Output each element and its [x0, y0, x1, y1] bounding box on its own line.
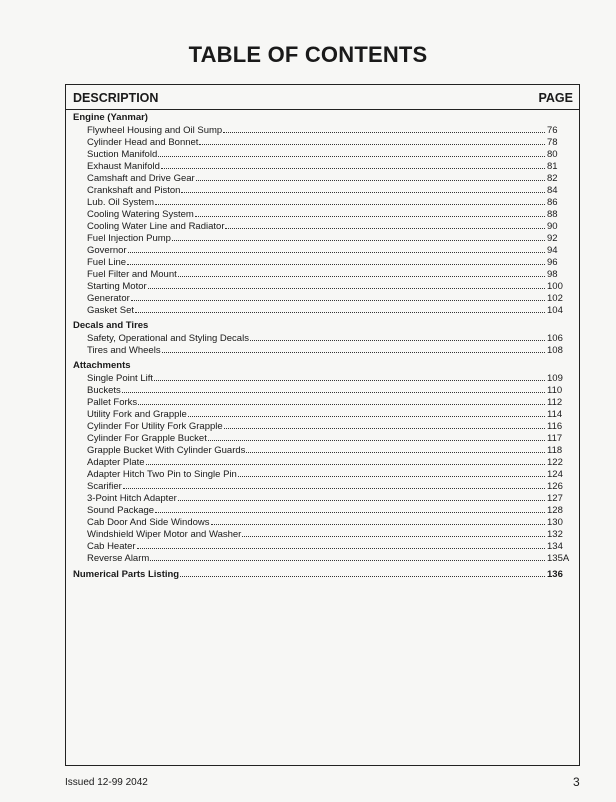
entry-page: 114	[547, 409, 563, 420]
toc-entry[interactable]	[73, 196, 573, 208]
toc-entry[interactable]	[73, 268, 573, 280]
entry-label: Generator	[87, 293, 130, 304]
toc-entry[interactable]	[73, 292, 573, 304]
toc-entry[interactable]	[73, 408, 573, 420]
toc-entry[interactable]	[73, 256, 573, 268]
section-title-decals-and-tires: Decals and Tires	[73, 320, 149, 331]
toc-entry[interactable]	[73, 456, 573, 468]
entry-page: 82	[547, 173, 558, 184]
entry-page: 117	[547, 433, 563, 444]
toc-entry[interactable]	[73, 444, 573, 456]
entry-label: Gasket Set	[87, 305, 134, 316]
dot-leader	[155, 504, 545, 513]
dot-leader	[223, 124, 545, 133]
dot-leader	[150, 552, 545, 561]
entry-page: 88	[547, 209, 558, 220]
entry-page: 92	[547, 233, 558, 244]
entry-label: Flywheel Housing and Oil Sump	[87, 125, 223, 136]
dot-leader	[250, 332, 545, 341]
entry-page: 84	[547, 185, 558, 196]
entry-label: Starting Motor	[87, 281, 147, 292]
dot-leader	[181, 184, 545, 193]
toc-entry[interactable]	[73, 540, 573, 552]
dot-leader	[208, 432, 545, 441]
entry-label: Cooling Water Line and Radiator	[87, 221, 225, 232]
entry-label: Adapter Hitch Two Pin to Single Pin	[87, 469, 237, 480]
entry-label: Sound Package	[87, 505, 155, 516]
dot-leader	[178, 492, 545, 501]
dot-leader	[199, 136, 545, 145]
dot-leader	[127, 256, 545, 265]
dot-leader	[154, 372, 545, 381]
page-title: TABLE OF CONTENTS	[188, 42, 428, 67]
entry-label: 3-Point Hitch Adapter	[87, 493, 177, 504]
entry-label: Suction Manifold	[87, 149, 158, 160]
entry-page: 135A	[547, 553, 570, 564]
toc-entry[interactable]	[73, 396, 573, 408]
entry-label: Cooling Watering System	[87, 209, 194, 220]
toc-entry[interactable]	[73, 172, 573, 184]
toc-entry[interactable]	[73, 468, 573, 480]
dot-leader	[225, 220, 545, 229]
toc-entry[interactable]	[73, 220, 573, 232]
entry-page: 108	[547, 345, 563, 356]
entry-page: 127	[547, 493, 563, 504]
entry-page: 134	[547, 541, 563, 552]
entry-label: Cylinder For Grapple Bucket	[87, 433, 207, 444]
entry-label: Utility Fork and Grapple	[87, 409, 187, 420]
entry-page: 126	[547, 481, 563, 492]
page-heading: PAGE	[538, 91, 573, 105]
entry-page: 109	[547, 373, 563, 384]
toc-entry[interactable]	[73, 420, 573, 432]
entry-label: Grapple Bucket With Cylinder Guards	[87, 445, 246, 456]
dot-leader	[162, 344, 545, 353]
dot-leader	[178, 268, 545, 277]
toc-entry[interactable]	[73, 208, 573, 220]
entry-page: 76	[547, 125, 558, 136]
toc-entry[interactable]	[73, 384, 573, 396]
toc-entry-numerical-parts-listing[interactable]	[73, 568, 573, 580]
toc-entry[interactable]	[73, 148, 573, 160]
entry-label: Pallet Forks	[87, 397, 138, 408]
toc-entry[interactable]	[73, 492, 573, 504]
entry-label: Fuel Line	[87, 257, 127, 268]
toc-entry[interactable]	[73, 232, 573, 244]
toc-entry[interactable]	[73, 280, 573, 292]
entry-page: 90	[547, 221, 558, 232]
entry-page: 94	[547, 245, 558, 256]
toc-entry[interactable]	[73, 160, 573, 172]
toc-entry[interactable]	[73, 332, 573, 344]
entry-label: Reverse Alarm	[87, 553, 150, 564]
toc-header	[73, 91, 573, 109]
entry-label: Tires and Wheels	[87, 345, 161, 356]
entry-page: 122	[547, 457, 563, 468]
entry-label: Lub. Oil System	[87, 197, 155, 208]
entry-label: Fuel Filter and Mount	[87, 269, 177, 280]
dot-leader	[148, 280, 545, 289]
entry-label: Fuel Injection Pump	[87, 233, 171, 244]
dot-leader	[138, 396, 545, 405]
entry-page: 80	[547, 149, 558, 160]
entry-page: 128	[547, 505, 563, 516]
entry-page: 130	[547, 517, 563, 528]
dot-leader	[123, 480, 545, 489]
section-title-attachments: Attachments	[73, 360, 131, 371]
issued-note: Issued 12-99 2042	[65, 777, 148, 788]
dot-leader	[195, 208, 545, 217]
dot-leader	[238, 468, 545, 477]
toc-entry[interactable]	[73, 244, 573, 256]
entry-label: Crankshaft and Piston	[87, 185, 181, 196]
toc-entry[interactable]	[73, 344, 573, 356]
entry-page: 136	[547, 569, 563, 580]
entry-label: Cab Door And Side Windows	[87, 517, 210, 528]
dot-leader	[242, 528, 545, 537]
dot-leader	[196, 172, 545, 181]
entry-label: Camshaft and Drive Gear	[87, 173, 195, 184]
dot-leader	[155, 196, 545, 205]
entry-label: Windshield Wiper Motor and Washer	[87, 529, 242, 540]
entry-label: Numerical Parts Listing	[73, 569, 180, 580]
dot-leader	[172, 232, 545, 241]
page-number: 3	[573, 775, 580, 789]
entry-label: Buckets	[87, 385, 121, 396]
toc-entry[interactable]	[73, 432, 573, 444]
entry-page: 98	[547, 269, 558, 280]
dot-leader	[137, 540, 545, 549]
entry-label: Cab Heater	[87, 541, 136, 552]
toc-entry[interactable]	[73, 528, 573, 540]
toc-entry[interactable]	[73, 504, 573, 516]
dot-leader	[158, 148, 545, 157]
dot-leader	[161, 160, 545, 169]
entry-label: Cylinder Head and Bonnet	[87, 137, 199, 148]
toc-entry[interactable]	[73, 516, 573, 528]
header-divider	[66, 109, 579, 110]
entry-page: 102	[547, 293, 563, 304]
entry-page: 110	[547, 385, 563, 396]
entry-page: 96	[547, 257, 558, 268]
entry-page: 86	[547, 197, 558, 208]
dot-leader	[246, 444, 545, 453]
dot-leader	[180, 568, 545, 577]
toc-entry[interactable]	[73, 124, 573, 136]
entry-page: 132	[547, 529, 563, 540]
entry-label: Exhaust Manifold	[87, 161, 160, 172]
entry-page: 116	[547, 421, 563, 432]
dot-leader	[128, 244, 545, 253]
section-title-engine: Engine (Yanmar)	[73, 112, 148, 123]
entry-page: 78	[547, 137, 558, 148]
entry-page: 104	[547, 305, 563, 316]
toc-entry[interactable]	[73, 552, 573, 564]
entry-page: 124	[547, 469, 563, 480]
entry-label: Adapter Plate	[87, 457, 145, 468]
entry-page: 100	[547, 281, 563, 292]
dot-leader	[146, 456, 545, 465]
entry-label: Governor	[87, 245, 127, 256]
entry-page: 81	[547, 161, 558, 172]
toc-entry[interactable]	[73, 136, 573, 148]
entry-label: Cylinder For Utility Fork Grapple	[87, 421, 223, 432]
toc-entry[interactable]	[73, 480, 573, 492]
dot-leader	[135, 304, 545, 313]
toc-box	[65, 84, 580, 766]
toc-entry[interactable]	[73, 372, 573, 384]
entry-label: Single Point Lift	[87, 373, 154, 384]
dot-leader	[131, 292, 545, 301]
entry-page: 112	[547, 397, 563, 408]
description-heading: DESCRIPTION	[73, 91, 159, 105]
dot-leader	[188, 408, 545, 417]
dot-leader	[211, 516, 545, 525]
entry-page: 106	[547, 333, 563, 344]
entry-page: 118	[547, 445, 563, 456]
toc-entry[interactable]	[73, 184, 573, 196]
toc-body	[73, 112, 573, 580]
toc-entry[interactable]	[73, 304, 573, 316]
entry-label: Scarifier	[87, 481, 122, 492]
dot-leader	[122, 384, 545, 393]
entry-label: Safety, Operational and Styling Decals	[87, 333, 249, 344]
dot-leader	[224, 420, 545, 429]
